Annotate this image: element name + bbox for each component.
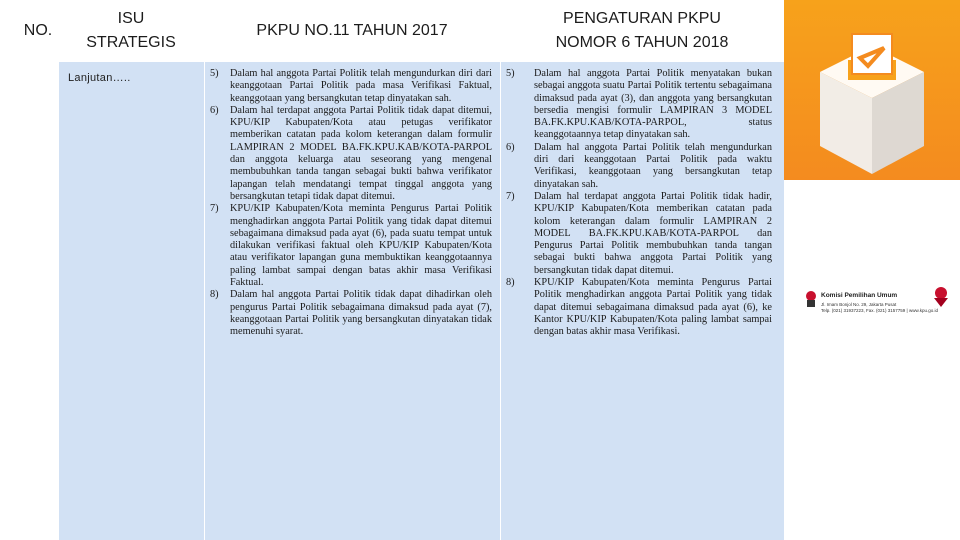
list-item: 7) KPU/KIP Kabupaten/Kota meminta Pengurus Partai Politik menghadirkan anggota Partai Politik yang tidak dapat ditemui sebagaimana dimaksud pada ayat (6), pada suatu tempat untuk dilakukan verifikasi faktual oleh KPU/KIP Kabupaten/Kota atau verifikator lapangan guna membuktikan keanggotaannya paling lambat sampai dengan batas akhir masa Verifikasi Faktual. [210, 203, 492, 289]
list-item: 8) Dalam hal anggota Partai Politik tidak dapat dihadirkan oleh pengurus Partai Politik sebagaimana dimaksud pada ayat (7), keanggotaan Partai Politik yang bersangkutan dinyatakan tidak memenuhi syarat. [210, 289, 492, 338]
pkpu11-list [210, 68, 492, 339]
kpu-address-line: Jl. Imam Bonjol No. 29, Jakarta Pusat [821, 302, 897, 307]
pkpu6-list [506, 68, 772, 339]
column-divider [500, 0, 501, 540]
list-item: 6) Dalam hal anggota Partai Politik telah mengundurkan diri dari keanggotaan Partai Politik pada waktu Verifikasi, keanggotaan yang bersangkutan tetap dinyatakan sah. [506, 141, 772, 190]
header-pkpu-11-2017: PKPU NO.11 TAHUN 2017 [204, 0, 500, 62]
header-pkpu-6-2018 [500, 0, 784, 62]
branding-panel [784, 0, 960, 540]
header-isu-line1: ISU [117, 10, 145, 27]
header-isu-strategis [58, 0, 204, 62]
orange-banner [784, 0, 960, 180]
ballot-box-icon [808, 28, 936, 176]
isu-lanjutan-text: Lanjutan….. [68, 72, 131, 84]
list-item: 6) Dalam hal terdapat anggota Partai Politik tidak dapat ditemui, KPU/KIP Kabupaten/Kota atau petugas verifikator memberikan catatan pada kolom keterangan dalam formulir LAMPIRAN 2 MODEL BA.FK.KPU.KAB/KOTA-PARPOL dan anggota keluarga atau seseorang yang mengenal membubuhkan tanda tangan sebagai bukti bahwa verifikator lapangan telah mendatangi tempat tinggal anggota yang bersangkutan tetapi tidak dapat ditemui. [210, 104, 492, 202]
kpu-address [821, 302, 938, 314]
list-item: 5) Dalam hal anggota Partai Politik menyatakan bukan sebagai anggota suatu Partai Politik tertentu sebagaimana dimaksud pada ayat (3), dan anggota yang bersangkutan bersedia mengisi formulir LAMPIRAN 3 MODEL BA.FK.KPU.KAB/KOTA-PARPOL, status keanggotaannya tetap dinyatakan sah. [506, 68, 772, 141]
column-divider [204, 0, 205, 540]
list-item: 5) Dalam hal anggota Partai Politik telah mengundurkan diri dari keanggotaan Partai Politik pada masa Verifikasi Faktual, keanggotaan yang bersangkutan tetap dinyatakan sah. [210, 68, 492, 104]
column-no [18, 62, 58, 540]
header-pkpu6-line2: NOMOR 6 TAHUN 2018 [555, 34, 729, 51]
header-isu-line2: STRATEGIS [86, 34, 176, 51]
column-isu-strategis [58, 62, 204, 540]
header-pkpu6-line1: PENGATURAN PKPU [563, 10, 721, 27]
column-divider [58, 0, 59, 540]
header-no: NO. [18, 0, 58, 62]
list-item: 8) KPU/KIP Kabupaten/Kota meminta Pengurus Partai Politik menghadirkan anggota Partai Politik yang tidak dapat ditemui sebagaimana dimaksud pada ayat (6), ke Kantor KPU/KIP Kabupaten/Kota paling lambat sampai dengan batas akhir masa Verifikasi. [506, 277, 772, 338]
kpu-name: Komisi Pemilihan Umum [821, 292, 898, 299]
kpu-contact-line: Telp. (021) 31937223, Fax. (021) 3157759 | www.kpu.go.id [821, 308, 938, 313]
list-item: 7) Dalam hal terdapat anggota Partai Politik tidak hadir, KPU/KIP Kabupaten/Kota memberikan catatan pada kolom keterangan dalam formulir LAMPIRAN 2 MODEL BA.FK.KPU.KAB/KOTA-PARPOL dan Pengurus Partai Politik membubuhkan tanda tangan sebagai bukti bahwa anggota Partai Politik yang bersangkutan tidak dapat ditemui. [506, 190, 772, 276]
kpu-emblem-icon [804, 290, 818, 308]
